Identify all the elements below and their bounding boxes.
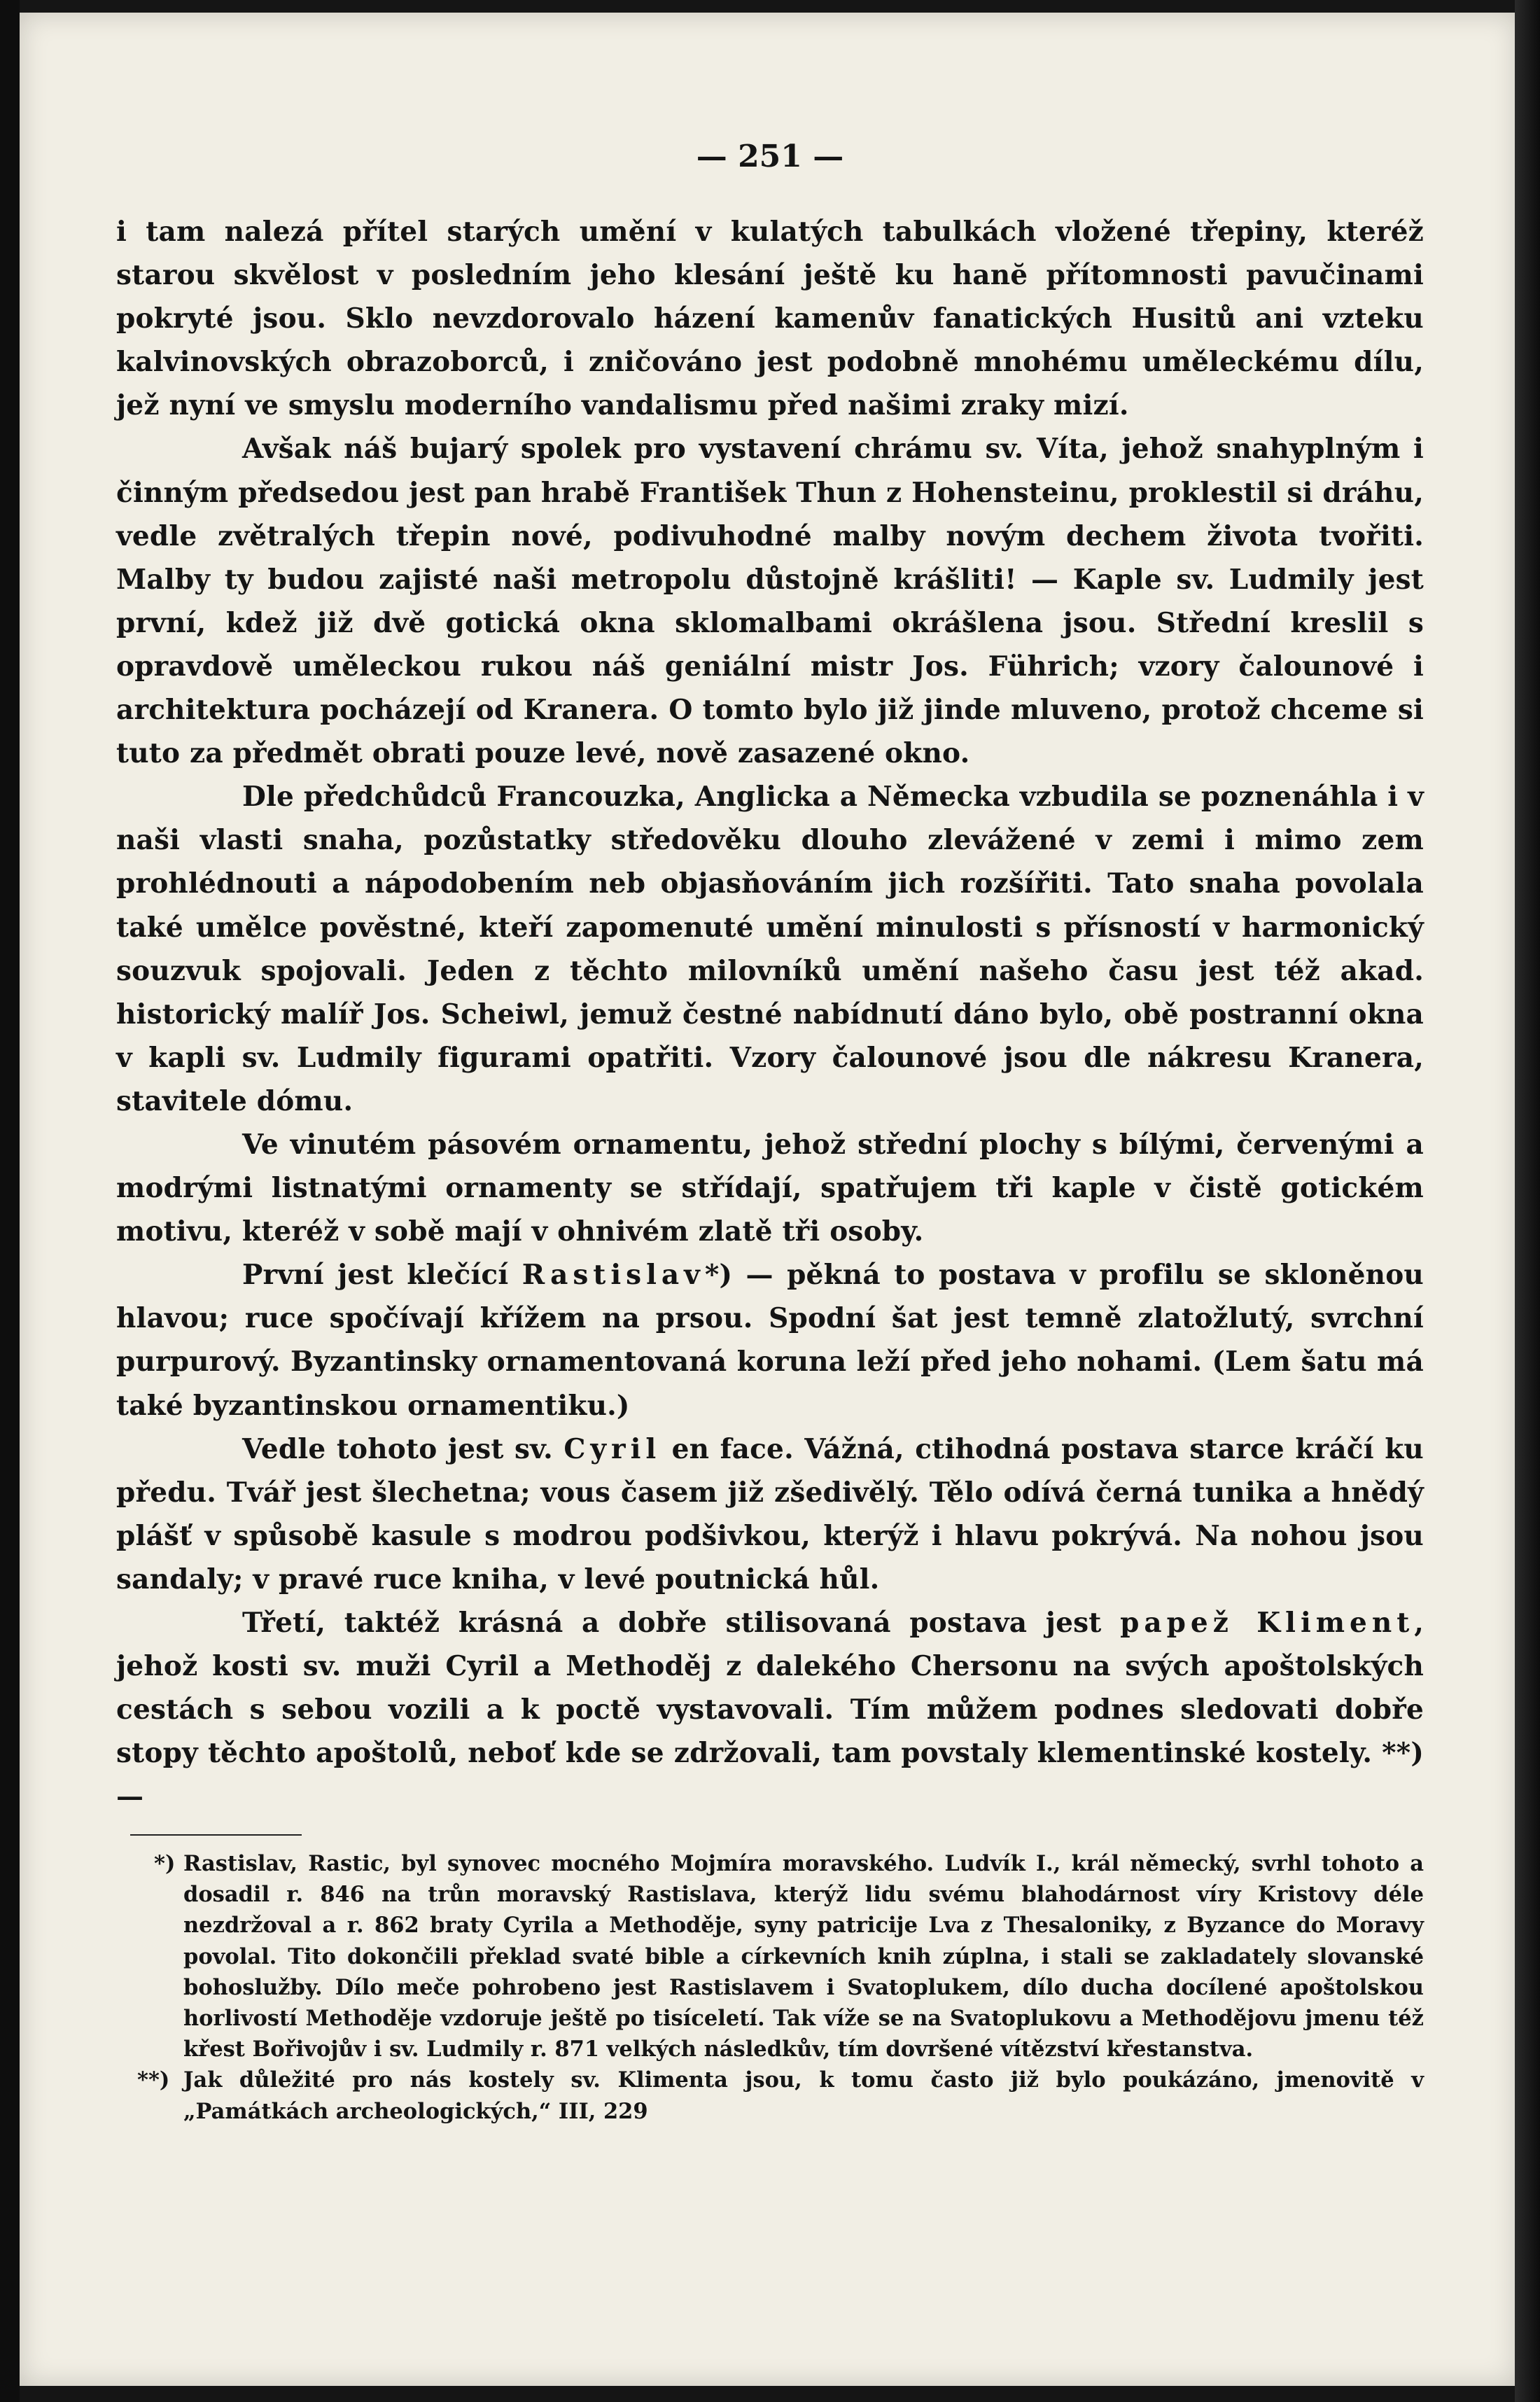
right-binding-edge bbox=[1515, 0, 1540, 2402]
paragraph-6-after: en face. Vážná, ctihodná postava starce kráčí ku předu. Tvář jest šlechetna; vous časem již zšedivělý. Tělo odívá černá tunika a hnědý plášť v spůsobě kasule s modrou podšivkou, kterýž i hlavu pokrývá. Na nohou jsou sandaly; v pravé ruce kniha, v levé poutnická hůl. bbox=[116, 1432, 1424, 1595]
body-text bbox=[116, 210, 1424, 1818]
name-cyril: Cyril bbox=[564, 1432, 662, 1465]
footnote-1 bbox=[116, 1848, 1424, 2065]
left-binding-edge bbox=[0, 0, 20, 2402]
footnotes bbox=[116, 1848, 1424, 2127]
footnote-2-mark: **) bbox=[137, 2067, 170, 2093]
page-number: — 251 — bbox=[696, 139, 844, 174]
footnote-1-mark: *) bbox=[154, 1851, 176, 1876]
footnote-1-text: Rastislav, Rastic, byl synovec mocného Mojmíra moravského. Ludvík I., král německý, svrhl tohoto a dosadil r. 846 na trůn moravský Rastislava, kterýž lidu svému blahodárnost víry Kristovy déle nezdržoval a r. 862 braty Cyrila a Methoděje, syny patricije Lva z Thesaloniky, z Byzance do Moravy povolal. Tito dokončili překlad svaté bible a církevních knih zúplna, i stali se zakladately slovanské bohoslužby. Dílo meče pohrobeno jest Rastislavem i Svatoplukem, dílo ducha docílené apoštolskou horlivostí Methoděje vzdoruje ještě po tisíceletí. Tak víže se na Svatoplukovu a Methodějovu jmenu též křest Bořivojův i sv. Ludmily r. 871 velkých následkův, tím dovršené vítězství křestanstva. bbox=[183, 1851, 1424, 2062]
name-rastislav: Rastislav bbox=[522, 1259, 705, 1292]
paragraph-4: Ve vinutém pásovém ornamentu, jehož střední plochy s bílými, červenými a modrými listnatými ornamenty se střídají, spatřujem tři kaple v čistě gotickém motivu, kteréž v sobě mají v ohnivém zlatě tři osoby. bbox=[116, 1128, 1424, 1248]
footnote-2-text: Jak důležité pro nás kostely sv. Klimenta jsou, k tomu často již bylo poukázáno, jmenovitě v „Památkách archeologických,“ III, 229 bbox=[183, 2067, 1424, 2124]
paragraph-7 bbox=[116, 1601, 1424, 1818]
paragraph-1: i tam nalezá přítel starých umění v kulatých tabulkách vložené třepiny, kteréž starou skvělost v posledním jeho klesání ještě ku hanĕ přítomnosti pavučinami pokryté jsou. Sklo nevzdorovalo házení kamenův fanatických Husitů ani vzteku kalvinovských obrazoborců, i zničováno jest podobně mnohému uměleckému dílu, jež nyní ve smyslu moderního vandalismu před našimi zraky mizí. bbox=[116, 216, 1424, 422]
paragraph-3: Dle předchůdců Francouzka, Anglicka a Německa vzbudila se poznenáhla i v naši vlasti snaha, pozůstatky středověku dlouho zlevážené v zemi i mimo zem prohlédnouti a nápodobením neb objasňováním jich rozšířiti. Tato snaha povolala také umělce pověstné, kteří zapomenuté umění minulosti s přísností v harmonický souzvuk spojovali. Jeden z těchto milovníků umění našeho času jest též akad. historický malíř Jos. Scheiwl, jemuž čestné nabídnutí dáno bylo, obě postranní okna v kapli sv. Ludmily figurami opatřiti. Vzory čalounové jsou dle nákresu Kranera, stavitele dómu. bbox=[116, 781, 1424, 1117]
footnote-divider bbox=[130, 1834, 302, 1836]
paragraph-7-before: Třetí, taktéž krásná a dobře stilisovaná postava jest bbox=[242, 1607, 1121, 1639]
paragraph-6-before: Vedle tohoto jest sv. bbox=[242, 1432, 564, 1465]
paragraph-5-before: První jest klečící bbox=[242, 1259, 522, 1292]
paragraph-6 bbox=[116, 1427, 1424, 1601]
paragraph-7-after: , jehož kosti sv. muži Cyril a Methoděj z dalekého Chersonu na svých apoštolských cestách s sebou vozili a k poctě vystavovali. Tím můžem podnes sledovati dobře stopy těchto apoštolů, neboť kde se zdržovali, tam povstaly klementinské kostely. **) — bbox=[116, 1607, 1424, 1813]
name-papez-kliment: papež Kliment bbox=[1120, 1607, 1415, 1639]
footnote-2 bbox=[116, 2065, 1424, 2126]
paragraph-5-after: *) — pěkná to postava v profilu se skloněnou hlavou; ruce spočívají křížem na prsou. Spodní šat jest temně zlatožlutý, svrchní purpurový. Byzantinsky ornamentovaná koruna leží před jeho nohami. (Lem šatu má také byzantinskou ornamentiku.) bbox=[116, 1259, 1424, 1422]
paragraph-5 bbox=[116, 1253, 1424, 1427]
document-page bbox=[20, 13, 1518, 2386]
paragraph-2: Avšak náš bujarý spolek pro vystavení chrámu sv. Víta, jehož snahyplným i činným předsedou jest pan hrabě František Thun z Hohensteinu, proklestil si dráhu, vedle zvětralých třepin nové, podivuhodné malby novým dechem života tvořiti. Malby ty budou zajisté naši metropolu důstojně krášliti! — Kaple sv. Ludmily jest první, kdež již dvě gotická okna sklomalbami okrášlena jsou. Střední kreslil s opravdově uměleckou rukou náš geniální mistr Jos. Führich; vzory čalounové i architektura pocházejí od Kranera. O tomto bylo již jinde mluveno, protož chceme si tuto za předmět obrati pouze levé, nově zasazené okno. bbox=[116, 433, 1424, 770]
